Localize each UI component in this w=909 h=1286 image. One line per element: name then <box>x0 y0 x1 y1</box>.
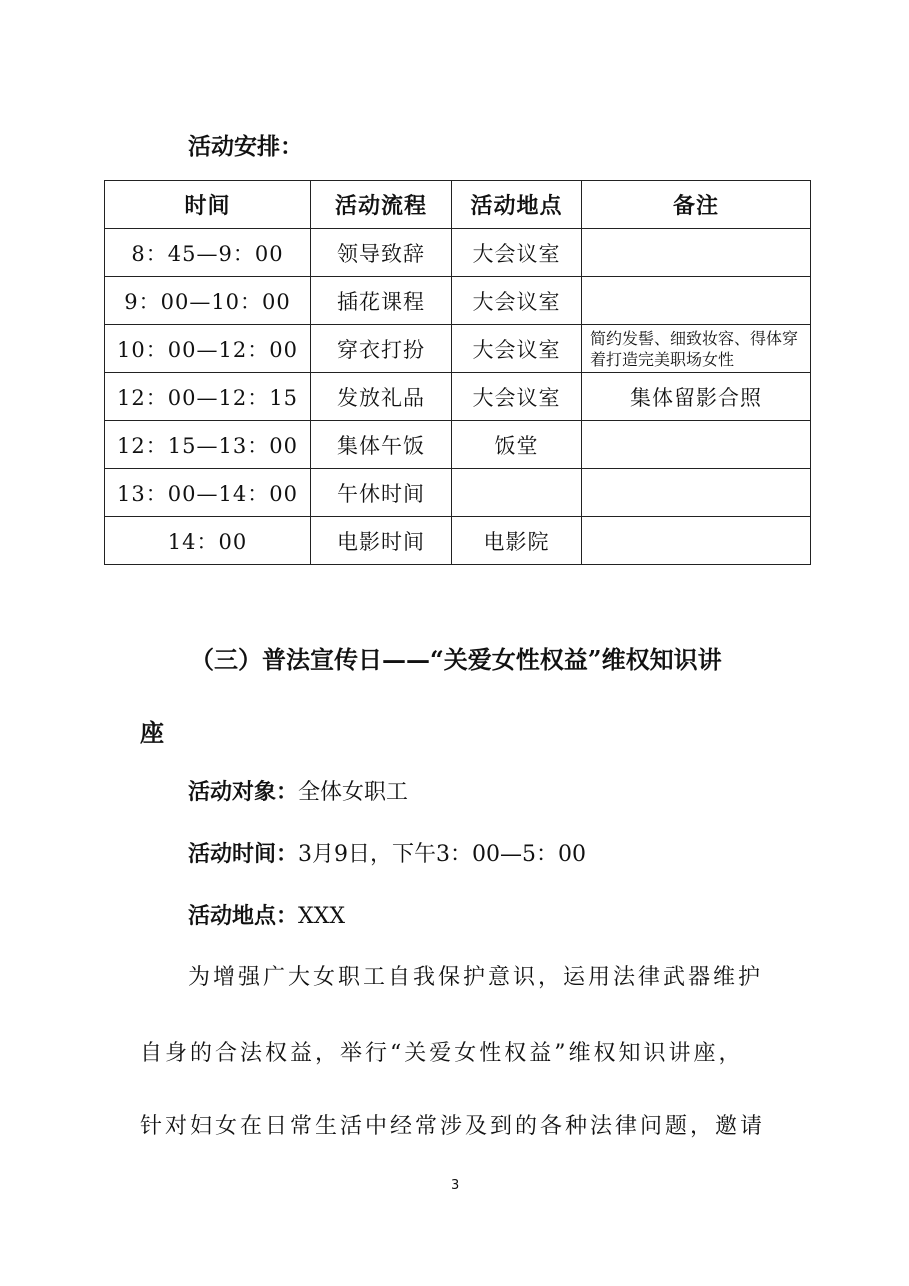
activity-target-label: 活动对象： <box>188 779 299 805</box>
cell-notes <box>582 469 811 517</box>
cell-process: 集体午饭 <box>311 421 452 469</box>
activity-place-field <box>188 899 345 930</box>
cell-process: 领导致辞 <box>311 229 452 277</box>
cell-process: 电影时间 <box>311 517 452 565</box>
table-row <box>105 421 811 469</box>
cell-location: 大会议室 <box>452 325 582 373</box>
cell-location <box>452 469 582 517</box>
table-row <box>105 229 811 277</box>
activity-time-label: 活动时间： <box>188 841 299 867</box>
cell-time: 10：00—12：00 <box>105 325 311 373</box>
activity-target-field <box>188 775 408 806</box>
table-header-row <box>105 181 811 229</box>
table-row <box>105 517 811 565</box>
cell-location: 大会议室 <box>452 277 582 325</box>
cell-time: 9：00—10：00 <box>105 277 311 325</box>
header-process: 活动流程 <box>311 181 452 229</box>
activity-time-field <box>188 837 586 868</box>
cell-notes: 简约发髻、细致妆容、得体穿着打造完美职场女性 <box>582 325 811 373</box>
body-paragraph-line: 自身的合法权益，举行“关爱女性权益”维权知识讲座， <box>140 1041 744 1066</box>
cell-notes <box>582 277 811 325</box>
cell-process: 午休时间 <box>311 469 452 517</box>
table-row <box>105 469 811 517</box>
cell-notes <box>582 421 811 469</box>
table-row <box>105 373 811 421</box>
body-paragraph-line: 为增强广大女职工自我保护意识，运用法律武器维护 <box>188 965 764 990</box>
activity-target-value: 全体女职工 <box>298 780 409 805</box>
cell-process: 插花课程 <box>311 277 452 325</box>
cell-notes: 集体留影合照 <box>582 373 811 421</box>
section-title: （三）普法宣传日——“关爱女性权益”维权知识讲 <box>190 645 722 674</box>
header-time: 时间 <box>105 181 311 229</box>
activity-time-value: 3月9日，下午3：00—5：00 <box>298 842 586 867</box>
cell-time: 12：15—13：00 <box>105 421 311 469</box>
activity-place-label: 活动地点： <box>188 903 299 929</box>
cell-location: 饭堂 <box>452 421 582 469</box>
cell-time: 12：00—12：15 <box>105 373 311 421</box>
body-paragraph-line: 针对妇女在日常生活中经常涉及到的各种法律问题，邀请 <box>140 1114 766 1139</box>
schedule-heading: 活动安排： <box>188 133 303 160</box>
cell-process: 发放礼品 <box>311 373 452 421</box>
section-title-continued: 座 <box>140 718 164 747</box>
schedule-table <box>104 180 811 565</box>
cell-notes <box>582 517 811 565</box>
cell-location: 大会议室 <box>452 373 582 421</box>
header-notes: 备注 <box>582 181 811 229</box>
cell-notes <box>582 229 811 277</box>
table-row <box>105 325 811 373</box>
activity-place-value: XXX <box>298 904 346 929</box>
cell-location: 大会议室 <box>452 229 582 277</box>
page-number: 3 <box>451 1178 460 1193</box>
cell-time: 13：00—14：00 <box>105 469 311 517</box>
table-row <box>105 277 811 325</box>
cell-time: 8：45—9：00 <box>105 229 311 277</box>
cell-process: 穿衣打扮 <box>311 325 452 373</box>
cell-time: 14：00 <box>105 517 311 565</box>
cell-location: 电影院 <box>452 517 582 565</box>
header-location: 活动地点 <box>452 181 582 229</box>
